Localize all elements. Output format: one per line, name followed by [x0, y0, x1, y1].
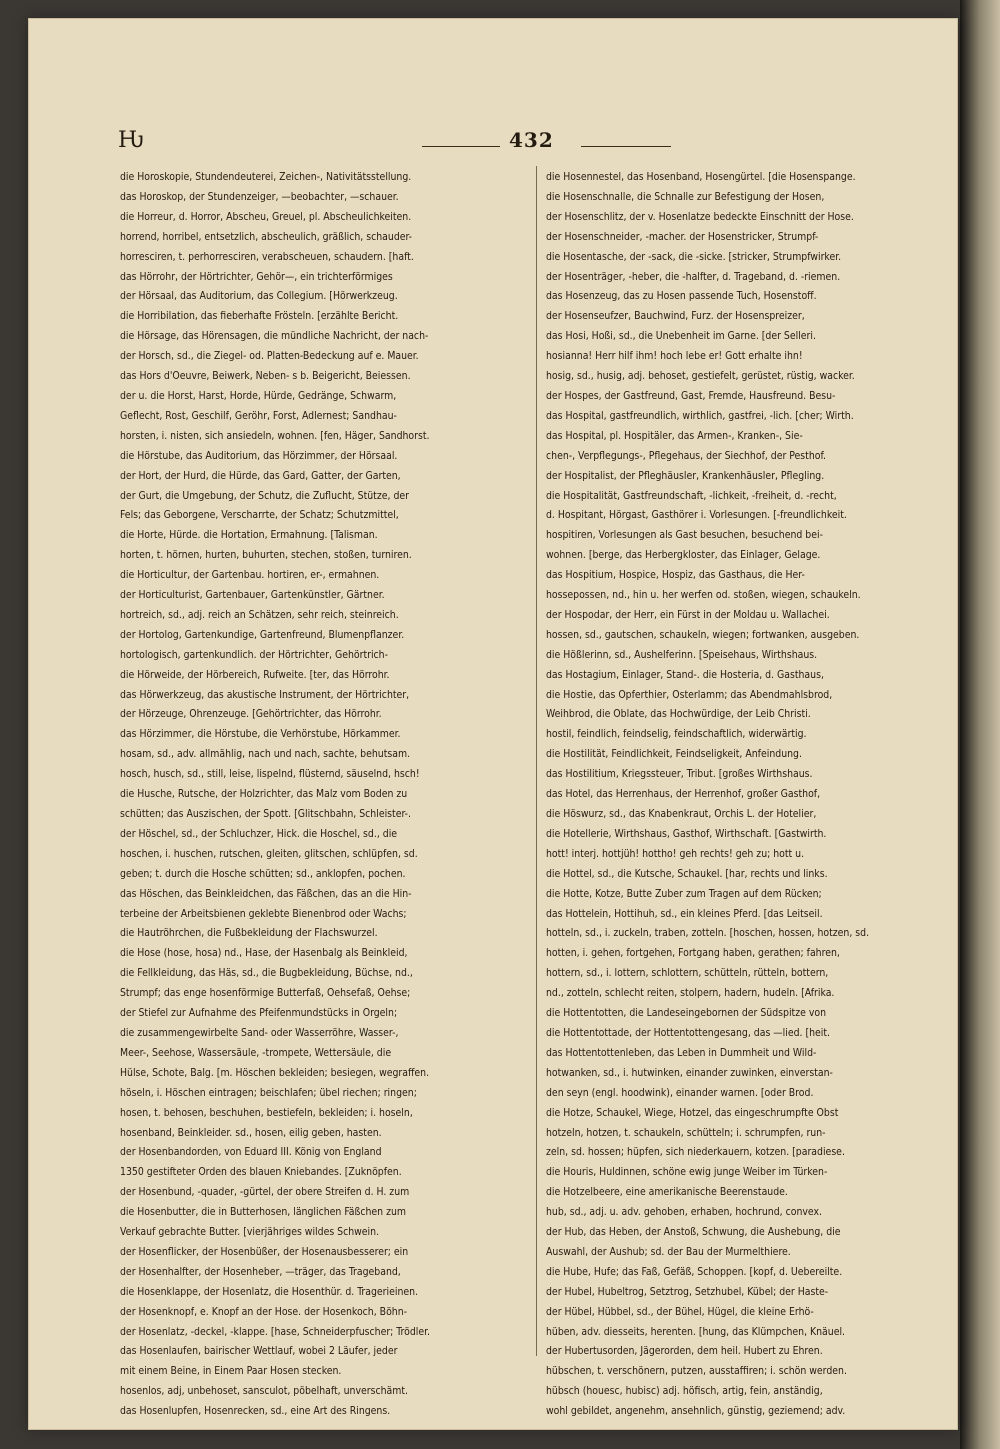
entry-line: die Höswurz, sd., das Knabenkraut, Orchis L. der Hotelier,	[546, 808, 817, 820]
entry-line: der Stiefel zur Aufnahme des Pfeifenmundstücks in Orgeln;	[120, 1007, 398, 1020]
entry-line: horresciren, t. perhorresciren, verabscheuen, schaudern. [haft.	[120, 250, 414, 263]
entry-line: hosen, t. behosen, beschuhen, bestiefeln, bekleiden; i. hoseln,	[120, 1106, 413, 1119]
entry-line: das Höschen, das Beinkleidchen, das Fäßchen, das an die Hin-	[120, 887, 412, 900]
entry-line: hossen, sd., gautschen, schaukeln, wiegen; fortwanken, ausgeben.	[546, 628, 860, 641]
facing-page-edge	[960, 0, 1000, 1449]
entry-line: Fels; das Geborgene, Verscharrte, der Schatz; Schutzmittel,	[120, 509, 399, 522]
entry-line: die Hößlerinn, sd., Aushelferinn. [Speisehaus, Wirthshaus.	[546, 648, 818, 661]
column-divider	[536, 166, 537, 1356]
entry-line: die Hostie, das Opferthier, Osterlamm; das Abendmahlsbrod,	[546, 688, 833, 701]
entry-line: Auswahl, der Aushub; sd. der Bau der Murmelthiere.	[546, 1245, 791, 1258]
entry-line: der Hosenträger, -heber, die -halfter, d. Trageband, d. -riemen.	[546, 270, 841, 283]
entry-line: nd., zotteln, schlecht reiten, stolpern, hadern, hudeln. [Afrika.	[546, 987, 835, 1000]
entry-line: die Hostilität, Feindlichkeit, Feindseligkeit, Anfeindung.	[546, 748, 802, 761]
entry-line: die Husche, Rutsche, der Holzrichter, das Malz vom Boden zu	[120, 788, 408, 801]
entry-line: Strumpf; das enge hosenförmige Butterfaß, Oehsefaß, Oehse;	[120, 987, 411, 1000]
entry-line: der Hosenflicker, der Hosenbüßer, der Hosenausbesserer; ein	[120, 1245, 409, 1258]
entry-line: die Hotellerie, Wirthshaus, Gasthof, Wirthschaft. [Gastwirth.	[546, 827, 827, 840]
entry-line: das Hosenlupfen, Hosenrecken, sd., eine Art des Ringens.	[120, 1405, 391, 1418]
entry-line: höseln, i. Höschen eintragen; beischlafen; übel riechen; ringen;	[120, 1086, 417, 1099]
entry-line: der Hosenknopf, e. Knopf an der Hose. der Hosenkoch, Böhn-	[120, 1305, 408, 1318]
entry-line: der Hubel, Hubeltrog, Setztrog, Setzhubel, Kübel; der Haste-	[546, 1285, 829, 1298]
entry-line: mit einem Beine, in Einem Paar Hosen stecken.	[120, 1365, 342, 1378]
entry-line: der Horticulturist, Gartenbauer, Gartenkünstler, Gärtner.	[120, 589, 385, 602]
entry-line: hortologisch, gartenkundlich. der Hörtrichter, Gehörtrich-	[120, 648, 388, 661]
entry-line: die Hosennestel, das Hosenband, Hosengürtel. [die Hosenspange.	[546, 171, 856, 183]
entry-line: der Hubertusorden, Jägerorden, dem heil. Hubert zu Ehren.	[546, 1345, 823, 1358]
entry-line: das Hottentottenleben, das Leben in Dummheit und Wild-	[546, 1046, 817, 1059]
entry-line: hosianna! Herr hilf ihm! hoch lebe er! Gott erhalte ihn!	[546, 350, 803, 363]
entry-line: das Hörrohr, der Hörtrichter, Gehör—, ein trichterförmiges	[120, 270, 393, 283]
entry-line: hospitiren, Vorlesungen als Gast besuchen, besuchend bei-	[546, 529, 823, 542]
entry-line: der Hospitalist, der Pfleghäusler, Krankenhäusler, Pflegling.	[546, 469, 825, 482]
entry-line: Hülse, Schote, Balg. [m. Höschen bekleiden; besiegen, wegraffen.	[120, 1066, 430, 1079]
entry-line: der Hospes, der Gastfreund, Gast, Fremde, Hausfreund. Besu-	[546, 389, 836, 402]
header-rule-right	[581, 146, 671, 147]
entry-line: der Hosenhalfter, der Hosenheber, —träger, das Trageband,	[120, 1265, 401, 1278]
entry-line: die Hottentottade, der Hottentottengesang, das —lied. [heit.	[546, 1026, 831, 1039]
entry-line: der Hub, das Heben, der Anstoß, Schwung, die Aushebung, die	[546, 1226, 841, 1239]
entry-line: die Horreur, d. Horror, Abscheu, Greuel, pl. Abscheulichkeiten.	[120, 210, 412, 223]
entry-line: der Hort, der Hurd, die Hürde, das Gard, Gatter, der Garten,	[120, 469, 401, 482]
entry-line: hosam, sd., adv. allmählig, nach und nach, sachte, behutsam.	[120, 748, 411, 761]
entry-line: der Hortolog, Gartenkundige, Gartenfreund, Blumenpflanzer.	[120, 628, 405, 641]
entry-line: hott! interj. hottjüh! hottho! geh rechts! geh zu; hott u.	[546, 847, 805, 860]
entry-line: die Hube, Hufe; das Faß, Gefäß, Schoppen. [kopf, d. Uebereilte.	[546, 1265, 843, 1278]
entry-line: chen-, Verpflegungs-, Pflegehaus, der Siechhof, der Pesthof.	[546, 449, 826, 462]
entry-line: hotzeln, hotzen, t. schaukeln, schütteln; i. schrumpfen, run-	[546, 1126, 826, 1139]
entry-line: das Hosi, Hoßi, sd., die Unebenheit im Garne. [der Selleri.	[546, 330, 816, 343]
entry-line: hübschen, t. verschönern, putzen, ausstaffiren; i. schön werden.	[546, 1365, 847, 1378]
entry-line: das Hospitium, Hospice, Hospiz, das Gasthaus, die Her-	[546, 569, 805, 582]
entry-line: hottern, sd., i. lottern, schlottern, schütteln, rütteln, bottern,	[546, 967, 829, 980]
entry-line: die Hosentasche, der -sack, die -sicke. [stricker, Strumpfwirker.	[546, 250, 842, 263]
entry-line: hosch, husch, sd., still, leise, lispelnd, flüsternd, säuselnd, hsch!	[120, 768, 420, 781]
entry-line: die Hose (hose, hosa) nd., Hase, der Hasenbalg als Beinkleid,	[120, 947, 408, 960]
entry-line: das Hospital, pl. Hospitäler, das Armen-, Kranken-, Sie-	[546, 429, 803, 442]
entry-line: die Hotze, Schaukel, Wiege, Hotzel, das eingeschrumpfte Obst	[546, 1106, 839, 1119]
entry-line: der Hospodar, der Herr, ein Fürst in der Moldau u. Wallachei.	[546, 608, 830, 621]
entry-line: das Hörwerkzeug, das akustische Instrument, der Hörtrichter,	[120, 688, 410, 701]
page-number: 432	[509, 128, 554, 152]
entry-line: den seyn (engl. hoodwink), einander warnen. [oder Brod.	[546, 1086, 814, 1099]
left-column	[120, 168, 508, 1418]
entry-line: 1350 gestifteter Orden des blauen Kniebandes. [Zuknöpfen.	[120, 1166, 402, 1179]
entry-line: die Hospitalität, Gastfreundschaft, -lichkeit, -freiheit, d. -recht,	[546, 489, 837, 502]
entry-line: die Hotte, Kotze, Butte Zuber zum Tragen auf dem Rücken;	[546, 887, 822, 900]
entry-line: die Hottentotten, die Landeseingebornen der Südspitze von	[546, 1007, 827, 1020]
entry-line: horsten, i. nisten, sich ansiedeln, wohnen. [fen, Häger, Sandhorst.	[120, 429, 430, 442]
entry-line: wohl gebildet, angenehm, ansehnlich, günstig, geziemend; adv.	[546, 1405, 846, 1418]
entry-line: horten, t. hörnen, hurten, buhurten, stechen, stoßen, turniren.	[120, 549, 412, 562]
right-column	[546, 168, 934, 1418]
entry-line: Geflecht, Rost, Geschilf, Geröhr, Forst, Adlernest; Sandhau-	[120, 409, 397, 422]
entry-line: Weihbrod, die Oblate, das Hochwürdige, der Leib Christi.	[546, 708, 811, 721]
signature-mark: Ƕ	[118, 128, 144, 153]
entry-line: Meer-, Seehose, Wassersäule, -trompete, Wettersäule, die	[120, 1046, 392, 1059]
entry-line: hotten, i. gehen, fortgehen, Fortgang haben, gerathen; fahren,	[546, 947, 840, 960]
entry-line: das Hostilitium, Kriegssteuer, Tribut. [großes Wirthshaus.	[546, 768, 813, 781]
entry-line: das Hostagium, Einlager, Stand-. die Hosteria, d. Gasthaus,	[546, 668, 824, 681]
entry-line: d. Hospitant, Hörgast, Gasthörer i. Vorlesungen. [-freundlichkeit.	[546, 509, 847, 522]
entry-line: das Hottelein, Hottihuh, sd., ein kleines Pferd. [das Leitseil.	[546, 907, 823, 920]
entry-line: hub, sd., adj. u. adv. gehoben, erhaben, hochrund, convex.	[546, 1206, 822, 1219]
entry-line: hoschen, i. huschen, rutschen, gleiten, glitschen, schlüpfen, sd.	[120, 847, 418, 860]
entry-line: die Hörweide, der Hörbereich, Rufweite. [ter, das Hörrohr.	[120, 668, 390, 681]
entry-line: das Hörzimmer, die Hörstube, die Verhörstube, Hörkammer.	[120, 728, 401, 741]
entry-line: hossepossen, nd., hin u. her werfen od. stoßen, wiegen, schaukeln.	[546, 589, 861, 602]
entry-line: der u. die Horst, Harst, Horde, Hürde, Gedränge, Schwarm,	[120, 389, 397, 402]
entry-line: die Horribilation, das fieberhafte Frösteln. [erzählte Bericht.	[120, 310, 399, 323]
entry-line: die Hörsage, das Hörensagen, die mündliche Nachricht, der nach-	[120, 330, 429, 343]
entry-line: das Hotel, das Herrenhaus, der Herrenhof, großer Gasthof,	[546, 788, 821, 801]
entry-line: hortreich, sd., adj. reich an Schätzen, sehr reich, steinreich.	[120, 608, 399, 621]
entry-line: zeln, sd. hossen; hüpfen, sich niederkauern, kotzen. [paradiese.	[546, 1146, 845, 1159]
entry-line: hotwanken, sd., i. hutwinken, einander zuwinken, einverstan-	[546, 1066, 833, 1079]
header-rule-left	[422, 146, 500, 147]
entry-line: das Horoskop, der Stundenzeiger, —beobachter, —schauer.	[120, 190, 399, 203]
entry-line: der Hübel, Hübbel, sd., der Bühel, Hügel, die kleine Erhö-	[546, 1305, 814, 1318]
entry-line: das Hosenzeug, das zu Hosen passende Tuch, Hosenstoff.	[546, 290, 817, 303]
entry-line: die Horoskopie, Stundendeuterei, Zeichen-, Nativitätsstellung.	[120, 171, 412, 183]
entry-line: das Hospital, gastfreundlich, wirthlich, gastfrei, -lich. [cher; Wirth.	[546, 409, 854, 422]
entry-line: Verkauf gebrachte Butter. [vierjähriges wildes Schwein.	[120, 1226, 380, 1239]
entry-line: der Hörsaal, das Auditorium, das Collegium. [Hörwerkzeug.	[120, 290, 398, 303]
entry-line: die Hosenklappe, der Hosenlatz, die Hosenthür. d. Tragerieinen.	[120, 1285, 419, 1298]
entry-line: hübsch (houesc, hubisc) adj. höfisch, artig, fein, anständig,	[546, 1385, 823, 1398]
entry-line: wohnen. [berge, das Herbergkloster, das Einlager, Gelage.	[546, 549, 821, 562]
entry-line: die Hosenschnalle, die Schnalle zur Befestigung der Hosen,	[546, 190, 825, 203]
entry-line: hosenlos, adj, unbehoset, sansculot, pöbelhaft, unverschämt.	[120, 1385, 408, 1398]
entry-line: die Hautröhrchen, die Fußbekleidung der Flachswurzel.	[120, 927, 378, 940]
entry-line: der Hosenbandorden, von Eduard III. König von England	[120, 1146, 382, 1159]
entry-line: der Hosenbund, -quader, -gürtel, der obere Streifen d. H. zum	[120, 1186, 410, 1199]
entry-line: hosig, sd., husig, adj. behoset, gestiefelt, gerüstet, rüstig, wacker.	[546, 370, 855, 383]
entry-line: die Horte, Hürde. die Hortation, Ermahnung. [Talisman.	[120, 529, 378, 542]
entry-line: der Hosenlatz, -deckel, -klappe. [hase, Schneiderpfuscher; Trödler.	[120, 1325, 430, 1338]
entry-line: hüben, adv. diesseits, herenten. [hung, das Klümpchen, Knäuel.	[546, 1325, 846, 1338]
entry-line: der Horsch, sd., die Ziegel- od. Platten-Bedeckung auf e. Mauer.	[120, 350, 419, 363]
entry-line: das Hosenlaufen, bairischer Wettlauf, wobei 2 Läufer, jeder	[120, 1345, 398, 1358]
entry-line: der Hosenschneider, -macher. der Hosenstricker, Strumpf-	[546, 230, 819, 243]
entry-line: die Houris, Huldinnen, schöne ewig junge Weiber im Türken-	[546, 1166, 828, 1179]
page-header	[116, 128, 936, 158]
entry-line: die Hosenbutter, die in Butterhosen, länglichen Fäßchen zum	[120, 1206, 407, 1219]
entry-line: die Hörstube, das Auditorium, das Hörzimmer, der Hörsaal.	[120, 449, 398, 462]
entry-line: der Gurt, die Umgebung, der Schutz, die Zuflucht, Stütze, der	[120, 489, 409, 502]
entry-line: schütten; das Auszischen, der Spott. [Glitschbahn, Schleister-.	[120, 808, 411, 820]
entry-line: hostil, feindlich, feindselig, feindschaftlich, widerwärtig.	[546, 728, 807, 741]
entry-line: terbeine der Arbeitsbienen geklebte Bienenbrod oder Wachs;	[120, 907, 407, 920]
entry-line: der Hosenschlitz, der v. Hosenlatze bedeckte Einschnitt der Hose.	[546, 210, 854, 223]
entry-line: horrend, horribel, entsetzlich, abscheulich, gräßlich, schauder-	[120, 230, 413, 243]
entry-line: geben; t. durch die Hosche schütten; sd., anklopfen, pochen.	[120, 867, 406, 880]
entry-line: hotteln, sd., i. zuckeln, traben, zotteln. [hoschen, hossen, hotzen, sd.	[546, 927, 870, 940]
entry-line: die Fellkleidung, das Häs, sd., die Bugbekleidung, Büchse, nd.,	[120, 967, 413, 980]
entry-line: der Hörzeuge, Ohrenzeuge. [Gehörtrichter, das Hörrohr.	[120, 708, 382, 721]
entry-line: die Horticultur, der Gartenbau. hortiren, er-, ermahnen.	[120, 569, 380, 582]
entry-line: der Hosenseufzer, Bauchwind, Furz. der Hosenspreizer,	[546, 310, 805, 323]
entry-line: die zusammengewirbelte Sand- oder Wasserröhre, Wasser-,	[120, 1026, 399, 1039]
entry-line: hosenband, Beinkleider. sd., hosen, eilig geben, hasten.	[120, 1126, 382, 1139]
entry-line: der Höschel, sd., der Schluchzer, Hick. die Hoschel, sd., die	[120, 827, 398, 840]
entry-line: das Hors d'Oeuvre, Beiwerk, Neben- s b. Beigericht, Beiessen.	[120, 370, 411, 383]
dictionary-page	[28, 18, 958, 1430]
entry-line: die Hottel, sd., die Kutsche, Schaukel. [har, rechts und links.	[546, 867, 828, 880]
entry-line: die Hotzelbeere, eine amerikanische Beerenstaude.	[546, 1186, 788, 1199]
